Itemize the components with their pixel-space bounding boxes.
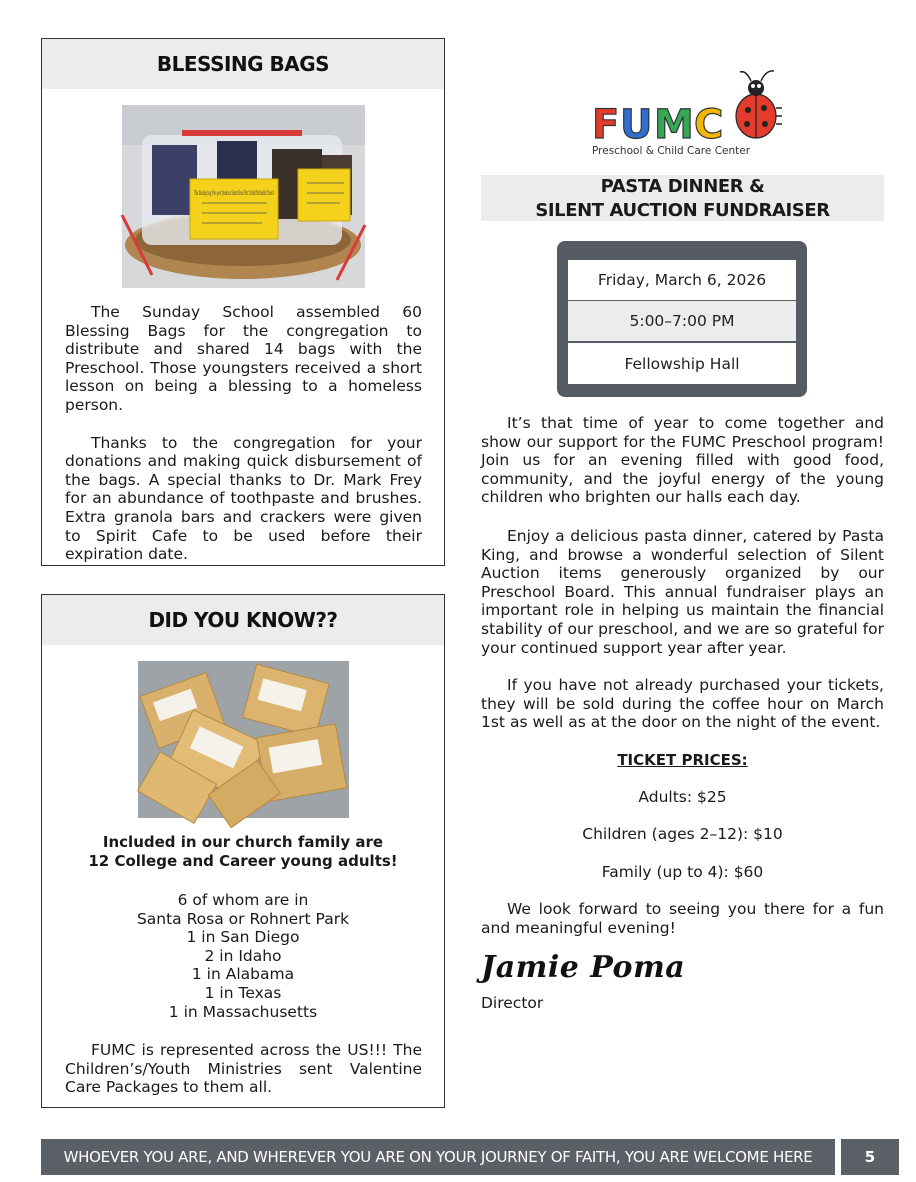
event-title xyxy=(481,175,884,221)
event-paragraph-1: It’s that time of year to come together and show our support for the FUMC Preschool program! Join us for an evening filled with good food, community, and the joyful energy of the young children who brighten our halls each day. xyxy=(481,414,884,507)
director-title: Director xyxy=(481,994,544,1012)
price-family: Family (up to 4): $60 xyxy=(601,863,764,881)
list-item: 6 of whom are in xyxy=(177,891,309,909)
list-item: 1 in San Diego xyxy=(186,928,300,947)
did-you-know-box xyxy=(41,594,445,1108)
event-paragraph-2: Enjoy a delicious pasta dinner, catered by Pasta King, and browse a wonderful selection of Silent Auction items generously organized by our Preschool Board. This annual fundraiser plays an important role in helping us maintain the financial stability of our preschool, and we are so grateful for your continued support year after year. xyxy=(481,527,884,657)
page-number: 5 xyxy=(841,1139,899,1175)
footer-tagline: WHOEVER YOU ARE, AND WHEREVER YOU ARE ON YOUR JOURNEY OF FAITH, YOU ARE WELCOME HERE xyxy=(41,1139,835,1175)
ticket-prices-heading: TICKET PRICES: xyxy=(617,751,748,769)
did-you-know-title: DID YOU KNOW?? xyxy=(42,595,444,645)
know-bold-line-2: 12 College and Career young adults! xyxy=(88,851,398,870)
event-details-card xyxy=(557,241,807,397)
blessing-bags-box xyxy=(41,38,445,566)
price-adults: Adults: $25 xyxy=(638,788,727,806)
blessing-bags-title: BLESSING BAGS xyxy=(42,39,444,89)
blessing-paragraph-2: Thanks to the congregation for your donations and making quick disbursement of the bags. A special thanks to Dr. Mark Frey for an abundance of toothpaste and brushes. Extra granola bars and crackers were given to Spirit Cafe to be used before their expiration date. xyxy=(65,433,422,564)
know-bold-line-1: Included in our church family are xyxy=(102,833,384,851)
blessing-bags-photo xyxy=(122,105,365,288)
event-time: 5:00–7:00 PM xyxy=(568,301,796,341)
list-item: 1 in Texas xyxy=(204,983,282,1002)
logo-letter-f: F xyxy=(592,102,620,148)
list-item: Santa Rosa or Rohnert Park xyxy=(136,909,350,928)
event-location: Fellowship Hall xyxy=(568,343,796,384)
locations-list xyxy=(42,891,444,1021)
list-item: 1 in Alabama xyxy=(191,965,295,984)
list-item: 2 in Idaho xyxy=(204,946,282,965)
blessing-paragraph-1: The Sunday School assembled 60 Blessing Bags for the congregation to distribute and shared 14 bags with the Preschool. Those youngsters received a short lesson on being a blessing to a homeless person. xyxy=(65,303,422,414)
know-paragraph: FUMC is represented across the US!!! The Children’s/Youth Ministries sent Valentine Care Packages to them all. xyxy=(65,1041,422,1097)
ladybug-icon xyxy=(736,71,782,138)
event-title-line-2: SILENT AUCTION FUNDRAISER xyxy=(535,200,830,221)
fumc-preschool-logo xyxy=(588,64,788,160)
event-date: Friday, March 6, 2026 xyxy=(568,260,796,300)
logo-letter-m: M xyxy=(654,102,694,148)
event-title-line-1: PASTA DINNER & xyxy=(600,176,765,197)
event-paragraph-3: If you have not already purchased your tickets, they will be sold during the coffee hour on March 1st as well as at the door on the night of the event. xyxy=(481,676,884,732)
director-signature: Jamie Poma xyxy=(481,950,686,985)
price-children: Children (ages 2–12): $10 xyxy=(582,825,783,843)
care-packages-photo xyxy=(138,661,349,818)
logo-letter-u: U xyxy=(620,102,653,148)
logo-letter-c: C xyxy=(694,102,724,148)
note-text: This blessing bag from your friends at Santa Rosa First United Methodist Church xyxy=(194,190,275,197)
list-item: 1 in Massachusetts xyxy=(168,1002,318,1021)
closing-paragraph: We look forward to seeing you there for a fun and meaningful evening! xyxy=(481,900,884,937)
logo-subtitle: Preschool & Child Care Center xyxy=(592,145,751,157)
